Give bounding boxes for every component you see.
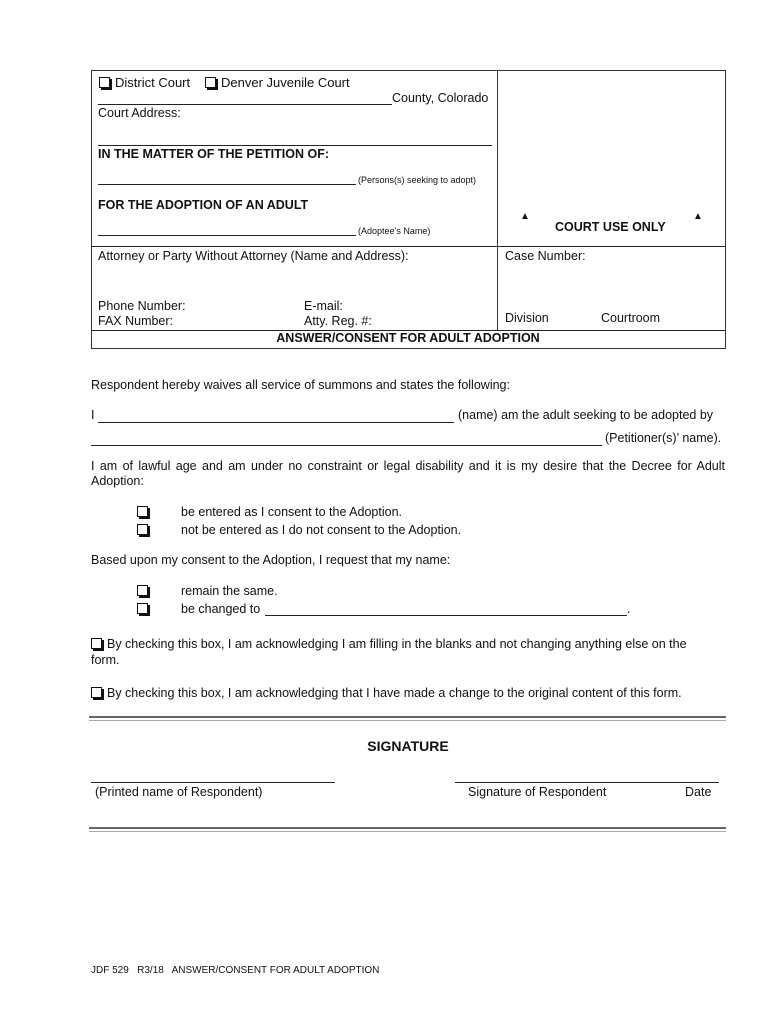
date-label: Date	[685, 785, 712, 799]
denver-juvenile-court-option[interactable]	[205, 75, 350, 90]
changed-option[interactable]	[137, 602, 153, 616]
form-title: ANSWER/CONSENT FOR ADULT ADOPTION	[276, 331, 540, 345]
denver-juvenile-court-label: Denver Juvenile Court	[221, 75, 350, 90]
county-colorado-label: County, Colorado	[392, 91, 489, 105]
adoptee-blank[interactable]	[98, 235, 356, 236]
atty-reg-label: Atty. Reg. #:	[304, 314, 372, 328]
period: .	[627, 602, 631, 616]
ack-changed-row[interactable]	[91, 686, 682, 700]
court-address-label: Court Address:	[98, 106, 181, 120]
petitioner-blank[interactable]	[98, 184, 356, 185]
caption-divider	[497, 70, 498, 331]
case-number-label: Case Number:	[505, 249, 586, 263]
not-entered-option[interactable]	[137, 523, 153, 537]
fax-label: FAX Number:	[98, 314, 174, 328]
waiver-text: Respondent hereby waives all service of summons and states the following:	[91, 378, 510, 392]
remain-option[interactable]	[137, 584, 153, 598]
courtroom-label: Courtroom	[601, 311, 661, 325]
not-entered-checkbox[interactable]	[137, 524, 148, 535]
caption-hline-1	[91, 246, 725, 247]
phone-label: Phone Number:	[98, 299, 186, 313]
district-court-checkbox[interactable]	[99, 77, 110, 88]
in-the-matter-heading: IN THE MATTER OF THE PETITION OF:	[98, 147, 330, 161]
signature-respondent-label: Signature of Respondent	[468, 785, 607, 799]
arrow-up-icon: ▲	[520, 211, 530, 222]
adoptee-name-label: (Adoptee’s Name)	[358, 226, 431, 236]
adoptee-name-blank[interactable]	[98, 422, 454, 423]
entered-label: be entered as I consent to the Adoption.	[181, 505, 402, 519]
section-divider-top	[89, 716, 726, 721]
ack-blanks-checkbox[interactable]	[91, 638, 102, 649]
i-prefix: I	[91, 408, 95, 422]
email-label: E-mail:	[304, 299, 343, 313]
footer-text: JDF 529 R3/18 ANSWER/CONSENT FOR ADULT ADOPTION	[91, 965, 380, 976]
changed-label: be changed to	[181, 602, 261, 616]
ack-blanks-row[interactable]	[91, 636, 711, 668]
printed-name-label: (Printed name of Respondent)	[95, 785, 263, 799]
for-adoption-heading: FOR THE ADOPTION OF AN ADULT	[98, 198, 309, 212]
entered-option[interactable]	[137, 505, 153, 519]
petitioner-name-blank[interactable]	[91, 445, 602, 446]
court-use-only-label: COURT USE ONLY	[555, 220, 666, 234]
district-court-option[interactable]	[99, 75, 190, 90]
signature-line[interactable]	[455, 782, 719, 783]
not-entered-label: not be entered as I do not consent to the Adoption.	[181, 523, 462, 537]
section-divider-bottom	[89, 827, 726, 832]
court-address-line	[98, 145, 492, 146]
changed-checkbox[interactable]	[137, 603, 148, 614]
remain-checkbox[interactable]	[137, 585, 148, 596]
name-suffix: (name) am the adult seeking to be adopted by	[458, 408, 714, 422]
signature-heading: SIGNATURE	[367, 738, 449, 754]
arrow-up-icon: ▲	[693, 211, 703, 222]
division-label: Division	[505, 311, 549, 325]
persons-seeking-label: (Persons(s) seeking to adopt)	[358, 175, 477, 185]
denver-juvenile-court-checkbox[interactable]	[205, 77, 216, 88]
attorney-label: Attorney or Party Without Attorney (Name and Address):	[98, 249, 409, 263]
county-blank[interactable]	[98, 104, 392, 105]
printed-name-line[interactable]	[91, 782, 335, 783]
ack-blanks-text: By checking this box, I am acknowledging I am filling in the blanks and not changing anything else on the form.	[91, 637, 687, 667]
district-court-label: District Court	[115, 75, 191, 90]
based-upon-text: Based upon my consent to the Adoption, I request that my name:	[91, 553, 451, 567]
lawful-age-text: I am of lawful age and am under no constraint or legal disability and it is my desire that the Decree for Adult Adoption:	[91, 459, 725, 488]
petitioner-suffix: (Petitioner(s)’ name).	[605, 431, 722, 445]
entered-checkbox[interactable]	[137, 506, 148, 517]
new-name-blank[interactable]	[265, 615, 627, 616]
remain-label: remain the same.	[181, 584, 278, 598]
ack-changed-checkbox[interactable]	[91, 687, 102, 698]
ack-changed-text: By checking this box, I am acknowledging that I have made a change to the original content of this form.	[107, 686, 682, 700]
